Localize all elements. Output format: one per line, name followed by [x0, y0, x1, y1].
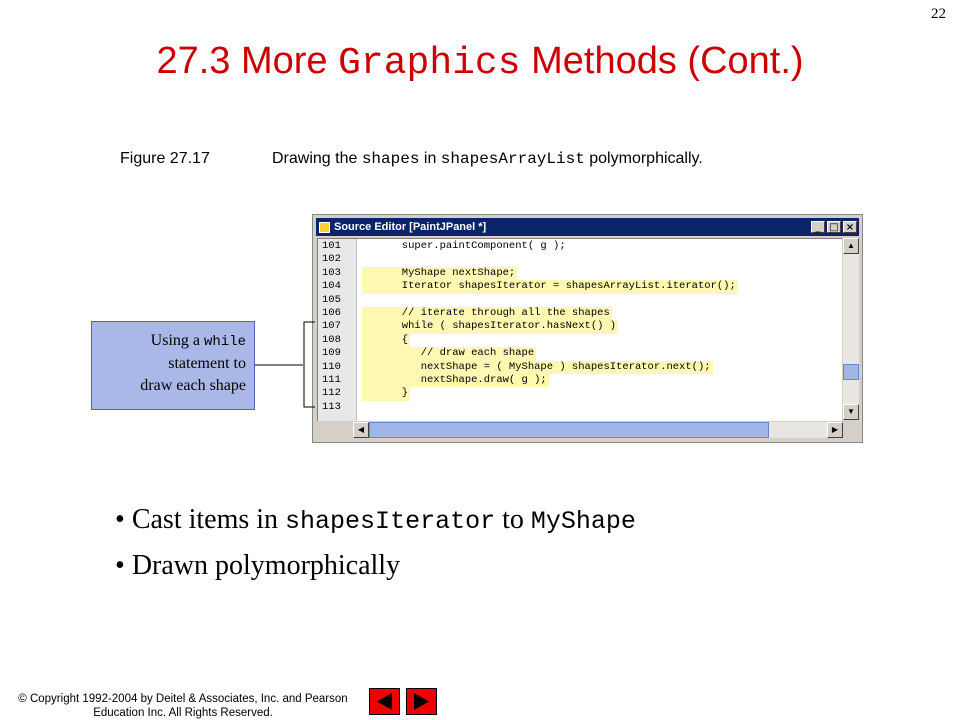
close-button[interactable]: × — [843, 221, 857, 233]
bullet-item: • Cast items in shapesIterator to MyShape — [115, 504, 636, 536]
line-number: 104 — [322, 280, 341, 293]
horizontal-scroll-thumb[interactable] — [369, 422, 769, 438]
while-callout — [91, 321, 255, 410]
code-text: { — [364, 333, 409, 346]
callout-code: while — [203, 334, 246, 350]
line-number: 103 — [322, 266, 341, 279]
bullet-text: Drawn polymorphically — [131, 550, 401, 581]
editor-app-icon — [319, 222, 330, 233]
source-editor-window — [312, 214, 863, 443]
copyright-notice — [4, 692, 362, 720]
callout-line-3: draw each shape — [140, 377, 246, 394]
line-number: 113 — [322, 400, 341, 413]
editor-titlebar[interactable] — [316, 218, 859, 236]
editor-title: Source Editor [PaintJPanel *] — [334, 221, 487, 233]
caption-text-3: polymorphically. — [584, 150, 703, 167]
scroll-up-button[interactable]: ▲ — [843, 238, 859, 254]
scroll-down-button[interactable]: ▼ — [843, 404, 859, 420]
code-line — [318, 267, 842, 280]
code-line — [318, 347, 842, 360]
code-text: nextShape.draw( g ); — [364, 374, 547, 386]
callout-line-2: statement to — [168, 355, 246, 372]
bullet-text: Cast items in — [131, 504, 286, 535]
caption-text-1: Drawing the — [272, 150, 362, 167]
copyright-line-2: Education Inc. All Rights Reserved. — [93, 707, 273, 719]
code-line — [318, 240, 842, 253]
next-slide-button[interactable] — [406, 688, 437, 715]
code-line — [318, 280, 842, 293]
code-text: while ( shapesIterator.hasNext() ) — [364, 320, 617, 333]
title-prefix: 27.3 More — [156, 40, 339, 82]
caption-text-2: in — [419, 150, 441, 167]
code-text: Iterator shapesIterator = shapesArrayList.iterator(); — [364, 280, 736, 293]
code-line — [318, 387, 842, 400]
code-text: // iterate through all the shapes — [364, 307, 610, 319]
line-number: 111 — [322, 374, 341, 386]
page-number: 22 — [931, 6, 946, 22]
code-text: } — [364, 387, 409, 400]
line-number: 102 — [322, 253, 341, 266]
line-number: 110 — [322, 360, 341, 373]
scroll-right-button[interactable]: ▶ — [827, 422, 843, 438]
bullet-code: shapesIterator — [285, 507, 496, 536]
right-arrow-icon — [407, 689, 436, 714]
callout-connector — [255, 318, 325, 410]
figure-caption — [120, 150, 703, 168]
line-number: 112 — [322, 387, 341, 400]
previous-slide-button[interactable] — [369, 688, 400, 715]
code-line — [318, 374, 842, 387]
code-line — [318, 253, 842, 266]
title-suffix: Methods (Cont.) — [520, 40, 804, 82]
left-arrow-icon — [370, 689, 399, 714]
line-number: 109 — [322, 347, 341, 360]
vertical-scrollbar[interactable] — [843, 238, 859, 420]
code-area[interactable] — [317, 238, 842, 421]
code-line — [318, 307, 842, 320]
horizontal-scrollbar[interactable] — [353, 422, 843, 438]
code-line — [318, 294, 842, 307]
slide-title — [0, 40, 960, 85]
minimize-button[interactable]: _ — [811, 221, 825, 233]
bullet-code: MyShape — [530, 507, 636, 536]
code-line — [318, 361, 842, 374]
vertical-scroll-thumb[interactable] — [843, 364, 859, 380]
caption-code-1: shapes — [361, 150, 420, 168]
callout-text: Using a — [150, 332, 204, 349]
caption-code-2: shapesArrayList — [440, 150, 585, 168]
line-number: 105 — [322, 293, 341, 306]
code-text — [362, 294, 842, 307]
code-line — [318, 334, 842, 347]
bullet-text: to — [495, 504, 531, 535]
scroll-left-button[interactable]: ◀ — [353, 422, 369, 438]
window-controls — [811, 221, 857, 233]
line-number: 101 — [322, 240, 341, 252]
code-text: super.paintComponent( g ); — [364, 240, 566, 252]
code-line — [318, 401, 842, 414]
code-line — [318, 320, 842, 333]
code-text: // draw each shape — [364, 347, 535, 360]
line-number: 106 — [322, 307, 341, 319]
copyright-line-1: © Copyright 1992-2004 by Deitel & Associates, Inc. and Pearson — [18, 693, 348, 705]
figure-number: Figure 27.17 — [120, 150, 210, 167]
maximize-button[interactable]: □ — [827, 221, 841, 233]
line-number: 108 — [322, 333, 341, 346]
callout-line-1 — [92, 330, 246, 353]
title-code: Graphics — [338, 42, 521, 85]
code-text: nextShape = ( MyShape ) shapesIterator.next(); — [364, 360, 711, 373]
code-text: MyShape nextShape; — [364, 266, 516, 279]
bullet-item: • Drawn polymorphically — [115, 550, 401, 581]
line-number: 107 — [322, 320, 341, 333]
connector-bracket — [304, 322, 315, 407]
